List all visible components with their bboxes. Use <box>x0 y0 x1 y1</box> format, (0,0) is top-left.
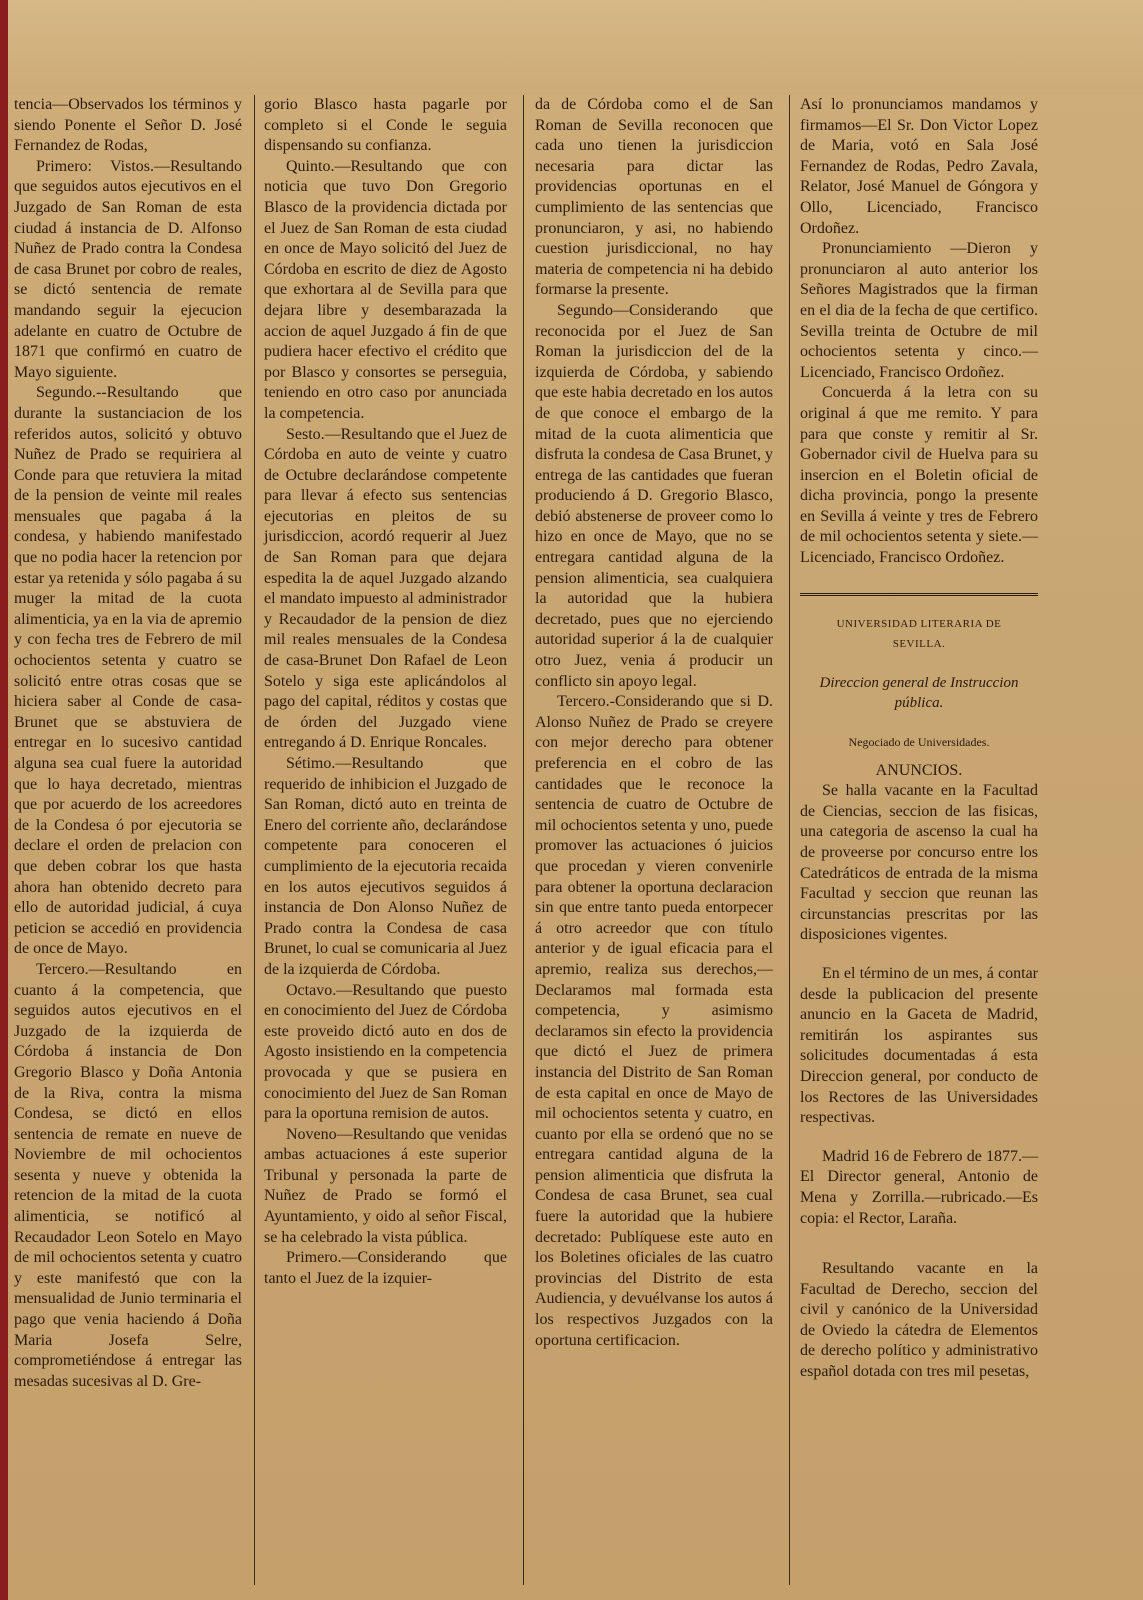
column-1 <box>14 95 242 1392</box>
paragraph: Segundo.--Resultando que durante la sustanciacion de los referidos autos, solicitó y obtuvo Nuñez de Prado se requiriera al Conde para que retuviera la mitad de la pension de veinte mil reales mensuales que pagaba á la condesa, y habiendo manifestado que no podia hacer la retencion por estar ya retenida y sólo pagaba á su muger la mitad de la cuota alimenticia, ya en la via de apremio y con fecha tres de Febrero de mil ochocientos setenta y cuatro se solicitó entre otras cosas que se hiciera saber al Conde de casa-Brunet que se abstuviera de entregar en lo sucesivo cantidad alguna sea cual fuere la autoridad que lo haya decretado, mientras que por acuerdo de los acreedores de la Condesa ó por ejecutoria se declare el orden de prelacion con que deben cobrar los que hasta ahora han obtenido decreto para ello de autoridad judicial, á cuya peticion se accedió en providencia de once de Mayo. <box>14 384 242 958</box>
column-rule <box>789 95 790 1585</box>
paragraph: Pronunciamiento —Dieron y pronunciaron al auto anterior los Señores Magistrados que la firman en el dia de la fecha de que certifico. Sevilla treinta de Octubre de mil ochocientos setenta y cinco.—Licenciado, Francisco Ordoñez. <box>800 240 1038 381</box>
paragraph: Octavo.—Resultando que puesto en conocimiento del Juez de Córdoba este proveido dictó auto en dos de Agosto insistiendo en la competencia provocada y que se pusiera en conocimiento del Juez de San Roman para la oportuna remision de autos. <box>264 981 507 1123</box>
top-margin <box>8 0 1143 95</box>
section-divider <box>800 593 1038 596</box>
paragraph: Primero: Vistos.—Resultando que seguidos autos ejecutivos en el Juzgado de San Roman de esta ciudad á instancia de D. Alfonso Nuñez de Prado contra la Condesa de casa Brunet por cobro de reales, se dictó sentencia de remate mandando seguir la ejecucion adelante en cuatro de Octubre de 1871 que confirmó en cuatro de Mayo siguiente. <box>14 157 242 381</box>
paragraph: Así lo pronunciamos mandamos y firmamos—El Sr. Don Victor Lopez de Maria, votó en Sala José Fernandez de Rodas, Pedro Zavala, Relator, José Manuel de Góngora y Ollo, Licenciado, Francisco Ordoñez. <box>800 96 1038 237</box>
red-binding-edge <box>0 0 8 1600</box>
direccion-heading: Direccion general de Instruccion pública. <box>819 674 1019 712</box>
paragraph: Sesto.—Resultando que el Juez de Córdoba en auto de veinte y cuatro de Octubre declarándose competente para llevar á efecto sus sentencias ejecutorias en pleitos de su jurisdiccion, acordó requerir al Juez de San Roman para que dejara espedita la de aquel Juzgado alzando el mandato impuesto al administrador y Recaudador de la pension de diez mil reales mensuales de la Condesa de casa-Brunet Don Rafael de Leon Sotelo y siga este aplicándolos al pago del capital, réditos y costas que de órden del Juzgado viene entregando á D. Enrique Roncales. <box>264 425 507 752</box>
paragraph: Madrid 16 de Febrero de 1877.—El Director general, Antonio de Mena y Zorrilla.—rubricado.—Es copia: el Rector, Laraña. <box>800 1147 1038 1227</box>
anuncios-heading: ANUNCIOS. <box>875 761 963 779</box>
paragraph: Resultando vacante en la Facultad de Derecho, seccion del civil y canónico de la Universidad de Oviedo la cátedra de Elementos de derecho político y administrativo español dotada con tres mil pesetas, <box>800 1260 1038 1381</box>
paragraph: Noveno—Resultando que venidas ambas actuaciones á este superior Tribunal y personada la parte de Nuñez de Prado se formó el Ayuntamiento, y oido al señor Fiscal, se ha celebrado la vista pública. <box>264 1125 507 1246</box>
university-city: SEVILLA. <box>892 638 946 651</box>
paragraph: gorio Blasco hasta pagarle por completo si el Conde le seguia dispensando su confianza. <box>264 96 507 155</box>
paragraph: tencia—Observados los términos y siendo Ponente el Señor D. José Fernandez de Rodas, <box>14 96 242 155</box>
university-heading: UNIVERSIDAD LITERARIA DE <box>836 617 1002 630</box>
negociado-label: Negociado de Universidades. <box>848 735 990 750</box>
column-3 <box>535 95 773 1351</box>
paragraph: Se halla vacante en la Facultad de Ciencias, seccion de las fisicas, una categoria de ascenso la cual ha de proveerse por concurso entre los Catedráticos de entrada de la misma Facultad y seccion que reunan las circunstancias prescritas por las disposiciones vigentes. <box>800 782 1038 944</box>
paragraph: Sétimo.—Resultando que requerido de inhibicion el Juzgado de San Roman, dictó auto en treinta de Enero del corriente año, declarándose competente para conoceren el cumplimiento de la ejecutoria recaida en los autos ejecutivos seguidos á instancia de Don Alonso Nuñez de Prado contra la Condesa de casa Brunet, lo cual se comunicaria al Juez de la izquierda de Córdoba. <box>264 755 508 978</box>
column-4 <box>800 95 1038 1383</box>
paragraph: Concuerda á la letra con su original á que me remito. Y para para que conste y remitir al Sr. Gobernador civil de Huelva para su insercion en el Boletin oficial de dicha provincia, pongo la presente en Sevilla á veinte y tres de Febrero de mil ochocientos setenta y siete.—Licenciado, Francisco Ordoñez. <box>800 384 1038 567</box>
paragraph: Tercero.-Considerando que si D. Alonso Nuñez de Prado se creyere con mejor derecho para obtener preferencia en el cobro de las cantidades que le reconoce la sentencia de cuatro de Octubre de mil ochocientos setenta y uno, puede promover las actuaciones ó juicios que procedan y vieren convenirle para obtener la oportuna declaracion sin que entre tanto pueda entorpecer á otro acreedor que con título anterior y de igual eficacia para el apremio, realiza sus derechos,—Declaramos mal formada esta competencia, y asimismo declaramos sin efecto la providencia que dictó el Juez de primera instancia del Distrito de San Roman de esta capital en once de Mayo de mil ochocientos setenta y cuatro, en cuanto por ella se ordenó que no se entregara cantidad alguna de la pension alimenticia que disfruta la Condesa de casa Brunet, sea cual fuere la autoridad que la hubiere decretado: Publíquese este auto en los Boletines oficiales de las cuatro provincias del Distrito de esta Audiencia, y devuélvanse los autos á los respectivos Juzgados con la oportuna certificacion. <box>535 693 773 1349</box>
paragraph: Quinto.—Resultando que con noticia que tuvo Don Gregorio Blasco de la providencia dictada por el Juez de San Roman de esta ciudad en once de Mayo solicitó del Juez de Córdoba en escrito de diez de Agosto que exhortara al de Sevilla para que dejara libre y desembarazada la accion de aquel Juzgado á fin de que pudiera hacer efectivo el crédito que por Blasco y consortes se perseguia, teniendo en otro caso por anunciada la competencia. <box>264 157 507 422</box>
paragraph: Segundo—Considerando que reconocida por el Juez de San Roman la jurisdiccion del de la izquierda de Córdoba, y sabiendo que este habia decretado en los autos de que conoce el embargo de la mitad de la cuota alimenticia que disfruta la condesa de Casa Brunet, y entrega de las cantidades que fueran produciendo á D. Gregorio Blasco, debió abstenerse de proveer como lo hizo en once de Mayo, que no se entregara cantidad alguna de la pension alimenticia, sea cualquiera la autoridad que la hubiera decretado, pues que no ejerciendo autoridad superior á la de cualquier otro Juez, venia á producir un conflicto sin apoyo legal. <box>535 301 773 690</box>
paragraph: da de Córdoba como el de San Roman de Sevilla reconocen que cada uno tienen la jurisdiccion necesaria para dictar las providencias oportunas en el cumplimiento de las sentencias que pronunciaron, y asi, no habiendo cuestion jurisdiccional, no hay materia de competencia ni ha debido formarse la presente. <box>535 96 773 299</box>
paragraph: Tercero.—Resultando en cuanto á la competencia, que seguidos autos ejecutivos en el Juzgado de la izquierda de Córdoba á instancia de Don Gregorio Blasco y Doña Antonia de la Riva, contra la misma Condesa, se dictó en ellos sentencia de remate en nueve de Noviembre de mil ochocientos sesenta y nueve y obtenida la retencion de la mitad de la cuota alimenticia, se notificó al Recaudador Leon Sotelo en Mayo de mil ochocientos setenta y cuatro y este manifestó que con la mensualidad de Junio terminaria el pago que venia haciendo á Doña Maria Josefa Selre, comprometiéndose á entregar las mesadas sucesivas al D. Gre- <box>14 960 242 1390</box>
paragraph: Primero.—Considerando que tanto el Juez de la izquier- <box>264 1249 507 1287</box>
column-2 <box>264 95 507 1289</box>
column-rule <box>523 95 524 1585</box>
paragraph: En el término de un mes, á contar desde la publicacion del presente anuncio en la Gaceta de Madrid, remitirán los aspirantes sus solicitudes documentadas á esta Direccion general, por conducto de los Rectores de las Universidades respectivas. <box>800 964 1038 1127</box>
column-rule <box>254 95 255 1585</box>
